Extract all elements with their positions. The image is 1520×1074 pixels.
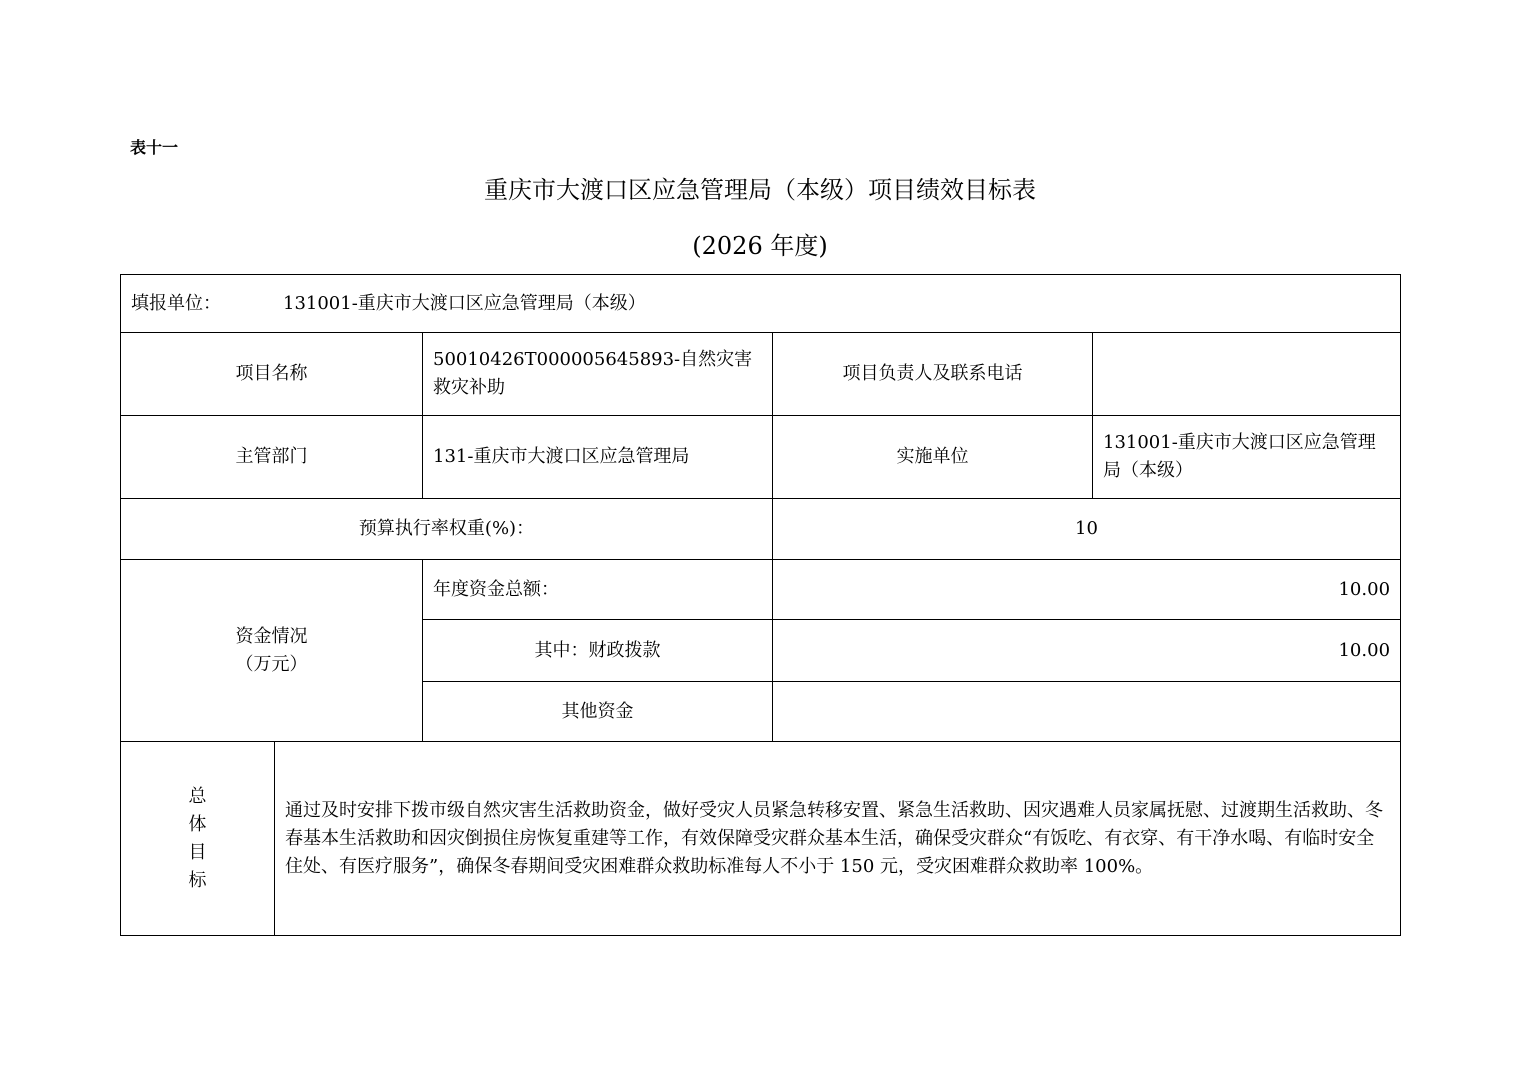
other-funds-label: 其他资金 xyxy=(423,682,773,742)
performance-target-table xyxy=(120,274,1401,936)
total-funds-label: 年度资金总额： xyxy=(423,560,773,620)
department-label: 主管部门 xyxy=(121,416,423,499)
fiscal-funds-value: 10.00 xyxy=(773,620,1401,682)
table-number: 表十一 xyxy=(130,138,179,157)
fiscal-funds-label: 其中：财政拨款 xyxy=(423,620,773,682)
contact-label: 项目负责人及联系电话 xyxy=(773,333,1093,416)
goal-char: 标 xyxy=(188,869,207,891)
contact-value xyxy=(1093,333,1401,416)
filing-unit-row xyxy=(121,275,1401,333)
implementing-unit-label: 实施单位 xyxy=(773,416,1093,499)
project-name-row xyxy=(121,333,1401,416)
page-title: 重庆市大渡口区应急管理局（本级）项目绩效目标表 xyxy=(484,176,1036,204)
overall-goal-row xyxy=(121,742,1401,936)
goal-char: 体 xyxy=(188,813,207,835)
funds-unit: （万元） xyxy=(235,653,308,675)
project-name-label: 项目名称 xyxy=(121,333,423,416)
total-funds-value: 10.00 xyxy=(773,560,1401,620)
funds-label: 资金情况 xyxy=(235,625,308,647)
other-funds-value xyxy=(773,682,1401,742)
budget-weight-label: 预算执行率权重(%)： xyxy=(121,499,773,560)
filing-unit-cell xyxy=(121,275,1401,333)
filing-unit-value: 131001-重庆市大渡口区应急管理局（本级） xyxy=(283,292,646,314)
page-subtitle: (2026 年度) xyxy=(692,232,828,260)
overall-goal-text: 通过及时安排下拨市级自然灾害生活救助资金，做好受灾人员紧急转移安置、紧急生活救助、因灾遇难人员家属抚慰、过渡期生活救助、冬春基本生活救助和因灾倒损住房恢复重建等工作，有效保障受灾群众基本生活，确保受灾群众“有饭吃、有衣穿、有干净水喝、有临时安全住处、有医疗服务”，确保冬春期间受灾困难群众救助标准每人不小于 150 元，受灾困难群众救助率 100%。 xyxy=(275,742,1401,936)
department-value: 131-重庆市大渡口区应急管理局 xyxy=(423,416,773,499)
implementing-unit-value: 131001-重庆市大渡口区应急管理局（本级） xyxy=(1093,416,1401,499)
overall-goal-label-cell xyxy=(121,742,275,936)
overall-goal-label xyxy=(131,783,264,895)
goal-char: 目 xyxy=(188,841,207,863)
budget-weight-row xyxy=(121,499,1401,560)
department-row xyxy=(121,416,1401,499)
filing-unit-label: 填报单位： xyxy=(131,292,221,314)
project-name-value: 50010426T000005645893-自然灾害救灾补助 xyxy=(423,333,773,416)
goal-char: 总 xyxy=(188,785,207,807)
total-funds-row xyxy=(121,560,1401,620)
budget-weight-value: 10 xyxy=(773,499,1401,560)
funds-label-cell xyxy=(121,560,423,742)
